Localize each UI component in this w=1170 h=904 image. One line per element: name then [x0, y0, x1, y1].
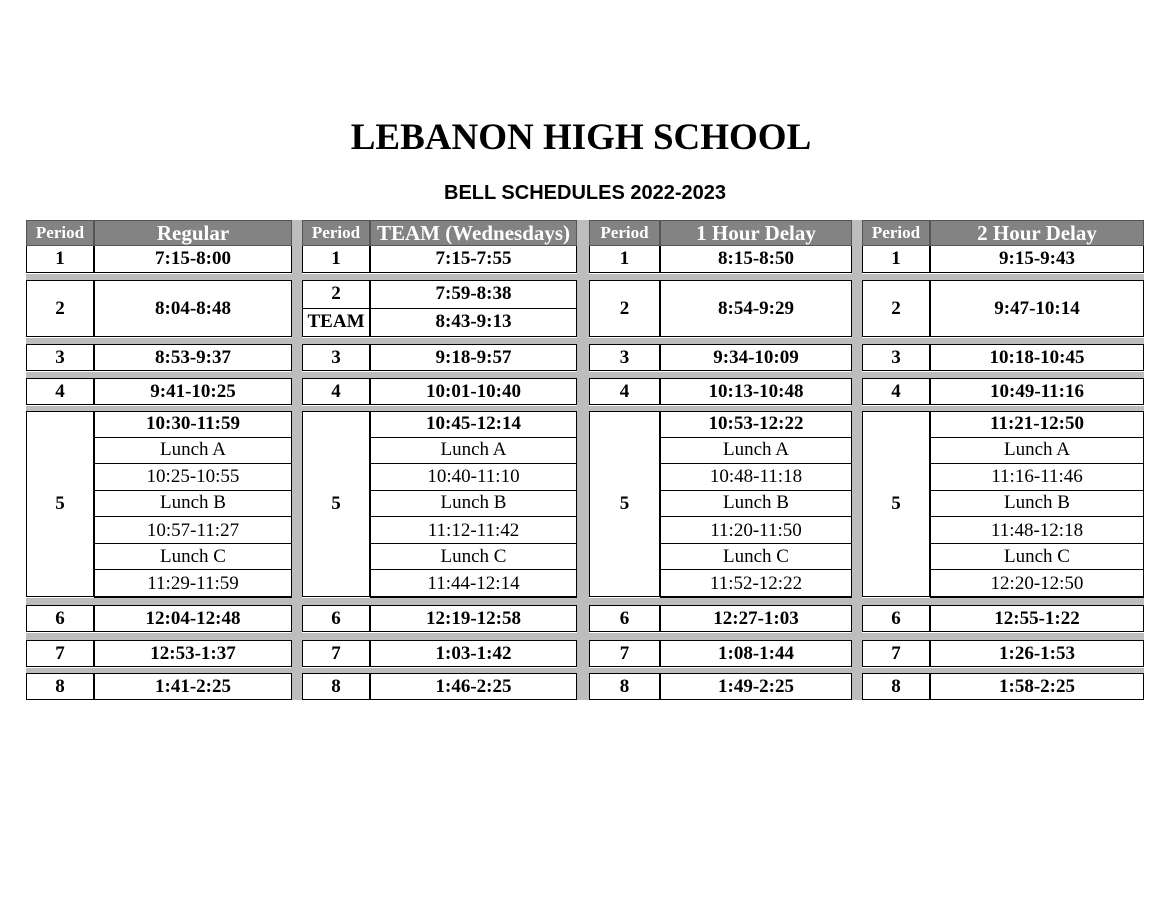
period-number: 7	[26, 640, 94, 667]
period-time: 10:13-10:48	[660, 378, 852, 405]
period-number: 8	[589, 673, 660, 700]
period-number: 3	[302, 344, 370, 371]
period-time: 1:49-2:25	[660, 673, 852, 700]
lunch-label: Lunch B	[930, 491, 1144, 518]
period-time: 1:08-1:44	[660, 640, 852, 667]
row-separator	[589, 598, 852, 605]
lunch-label: Lunch B	[94, 491, 292, 518]
period-time: 10:53-12:22	[660, 411, 852, 438]
lunch-label: Lunch A	[930, 438, 1144, 465]
row-separator	[589, 633, 852, 640]
schedule-name-header: TEAM (Wednesdays)	[370, 220, 577, 246]
lunch-divider	[660, 596, 852, 598]
lunch-label: Lunch A	[94, 438, 292, 465]
page-title: LEBANON HIGH SCHOOL	[350, 117, 812, 158]
lunch-label: Lunch B	[370, 491, 577, 518]
lunch-label: Lunch C	[660, 544, 852, 571]
block-separator	[577, 220, 589, 700]
schedule-name-header: 2 Hour Delay	[930, 220, 1144, 246]
period-number: 4	[862, 378, 930, 405]
period-number: 5	[862, 411, 930, 597]
period-time: 8:04-8:48	[94, 280, 292, 337]
period-number: 3	[589, 344, 660, 371]
period-time: 12:53-1:37	[94, 640, 292, 667]
period-number: 5	[302, 411, 370, 597]
page-subtitle: BELL SCHEDULES 2022-2023	[444, 182, 726, 204]
lunch-label: Lunch C	[370, 544, 577, 571]
period-time: 8:54-9:29	[660, 280, 852, 337]
period-time: 1:41-2:25	[94, 673, 292, 700]
period-number: 7	[862, 640, 930, 667]
lunch-time: 11:12-11:42	[370, 517, 577, 544]
period-time: 10:30-11:59	[94, 411, 292, 438]
lunch-time: 10:25-10:55	[94, 464, 292, 491]
period-number: 2	[26, 280, 94, 337]
period-time: 8:53-9:37	[94, 344, 292, 371]
lunch-divider	[94, 596, 292, 598]
period-time: 9:15-9:43	[930, 246, 1144, 273]
period-number: 7	[589, 640, 660, 667]
period-time: 10:45-12:14	[370, 411, 577, 438]
period-time: 9:18-9:57	[370, 344, 577, 371]
schedule-name-header: 1 Hour Delay	[660, 220, 852, 246]
period-time: 10:49-11:16	[930, 378, 1144, 405]
lunch-label: Lunch C	[930, 544, 1144, 571]
lunch-label: Lunch A	[660, 438, 852, 465]
period-number: 8	[26, 673, 94, 700]
lunch-time: 11:52-12:22	[660, 570, 852, 597]
period-time: 1:46-2:25	[370, 673, 577, 700]
period-number: 6	[589, 605, 660, 632]
period-time: 7:59-8:38	[370, 280, 577, 309]
lunch-label: Lunch C	[94, 544, 292, 571]
team-label: TEAM	[302, 309, 370, 338]
team-time: 8:43-9:13	[370, 309, 577, 338]
period-time: 11:21-12:50	[930, 411, 1144, 438]
period-number: 2	[862, 280, 930, 337]
period-number: 2	[589, 280, 660, 337]
period-number: 1	[862, 246, 930, 273]
period-time: 8:15-8:50	[660, 246, 852, 273]
block-separator	[851, 220, 862, 700]
period-time: 10:01-10:40	[370, 378, 577, 405]
period-number: 8	[862, 673, 930, 700]
lunch-time: 11:48-12:18	[930, 517, 1144, 544]
period-number: 5	[26, 411, 94, 597]
lunch-label: Lunch B	[660, 491, 852, 518]
row-separator	[26, 633, 292, 640]
row-separator	[302, 633, 577, 640]
period-time: 9:34-10:09	[660, 344, 852, 371]
period-time: 12:19-12:58	[370, 605, 577, 632]
period-column-header: Period	[862, 220, 930, 246]
period-number: 4	[26, 378, 94, 405]
period-number: 4	[302, 378, 370, 405]
block-separator	[291, 220, 302, 700]
lunch-time: 10:40-11:10	[370, 464, 577, 491]
period-time: 1:58-2:25	[930, 673, 1144, 700]
period-time: 9:47-10:14	[930, 280, 1144, 337]
lunch-time: 10:48-11:18	[660, 464, 852, 491]
lunch-time: 11:16-11:46	[930, 464, 1144, 491]
lunch-time: 10:57-11:27	[94, 517, 292, 544]
lunch-time: 11:20-11:50	[660, 517, 852, 544]
row-separator	[862, 598, 1144, 605]
lunch-divider	[370, 596, 577, 598]
period-number: 3	[862, 344, 930, 371]
row-separator	[26, 598, 292, 605]
period-time: 10:18-10:45	[930, 344, 1144, 371]
period-number: 1	[302, 246, 370, 273]
period-number: 1	[26, 246, 94, 273]
lunch-time: 11:29-11:59	[94, 570, 292, 597]
period-time: 9:41-10:25	[94, 378, 292, 405]
period-number: 1	[589, 246, 660, 273]
period-column-header: Period	[26, 220, 94, 246]
period-time: 12:55-1:22	[930, 605, 1144, 632]
period-time: 12:27-1:03	[660, 605, 852, 632]
lunch-time: 12:20-12:50	[930, 570, 1144, 597]
lunch-time: 11:44-12:14	[370, 570, 577, 597]
period-number: 6	[302, 605, 370, 632]
lunch-label: Lunch A	[370, 438, 577, 465]
row-separator	[302, 598, 577, 605]
period-number: 6	[26, 605, 94, 632]
period-time: 7:15-8:00	[94, 246, 292, 273]
lunch-divider	[930, 596, 1144, 598]
period-column-header: Period	[302, 220, 370, 246]
period-number: 8	[302, 673, 370, 700]
period-time: 7:15-7:55	[370, 246, 577, 273]
period-column-header: Period	[589, 220, 660, 246]
period-number: 3	[26, 344, 94, 371]
period-time: 12:04-12:48	[94, 605, 292, 632]
period-number: 2	[302, 280, 370, 309]
period-number: 7	[302, 640, 370, 667]
period-number: 5	[589, 411, 660, 597]
period-number: 4	[589, 378, 660, 405]
period-time: 1:26-1:53	[930, 640, 1144, 667]
schedule-name-header: Regular	[94, 220, 292, 246]
period-number: 6	[862, 605, 930, 632]
row-separator	[862, 633, 1144, 640]
period-time: 1:03-1:42	[370, 640, 577, 667]
